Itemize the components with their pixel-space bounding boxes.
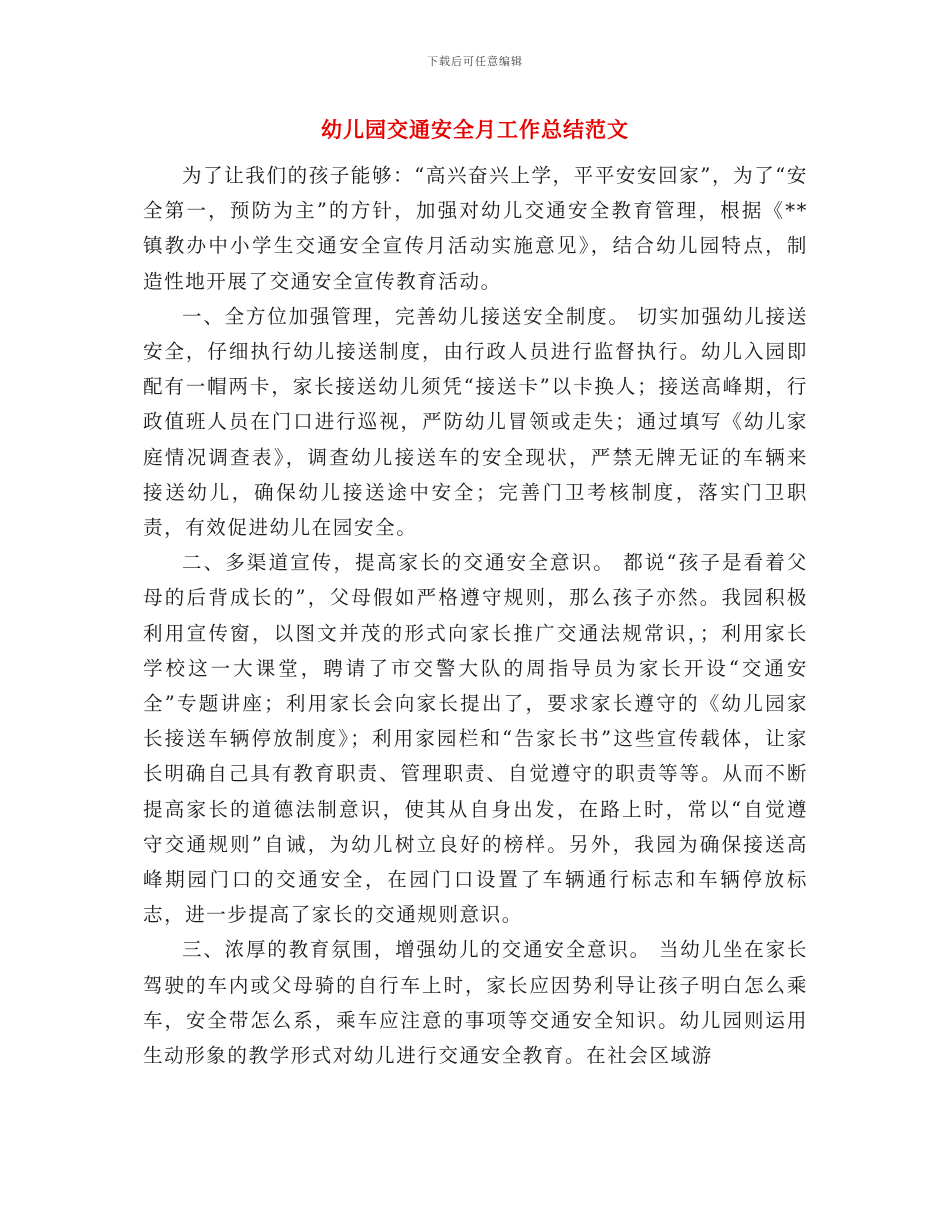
document-title: 幼儿园交通安全月工作总结范文 xyxy=(321,117,629,142)
paragraph-intro: 为了让我们的孩子能够：“高兴奋兴上学，平平安安回家”，为了“安全第一，预防为主”的方针，加强对幼儿交通安全教育管理，根据《**镇教办中小学生交通安全宣传月活动实施意见》，结合幼儿园特点，制造性地开展了交通安全宣传教育活动。 xyxy=(143,164,808,293)
paragraph-section-1: 一、全方位加强管理，完善幼儿接送安全制度。 切实加强幼儿接送安全，仔细执行幼儿接送制度，由行政人员进行监督执行。幼儿入园即配有一帽两卡，家长接送幼儿须凭“接送卡”以卡换人；接送高峰期，行政值班人员在门口进行巡视，严防幼儿冒领或走失；通过填写《幼儿家庭情况调查表》，调查幼儿接送车的安全现状，严禁无牌无证的车辆来接送幼儿，确保幼儿接送途中安全；完善门卫考核制度，落实门卫职责，有效促进幼儿在园安全。 xyxy=(143,304,808,540)
header-note: 下载后可任意编辑 xyxy=(427,55,523,68)
paragraph-section-2: 二、多渠道宣传，提高家长的交通安全意识。 都说“孩子是看着父母的后背成长的”，父母假如严格遵守规则，那么孩子亦然。我园积极利用宣传窗，以图文并茂的形式向家长推广交通法规常识，；利用家长学校这一大课堂，聘请了市交警大队的周指导员为家长开设“交通安全”专题讲座；利用家长会向家长提出了，要求家长遵守的《幼儿园家长接送车辆停放制度》；利用家园栏和“告家长书”这些宣传载体，让家长明确自己具有教育职责、管理职责、自觉遵守的职责等等。从而不断提高家长的道德法制意识，使其从自身出发，在路上时，常以“自觉遵守交通规则”自诫，为幼儿树立良好的榜样。另外，我园为确保接送高峰期园门口的交通安全，在园门口设置了车辆通行标志和车辆停放标志，进一步提高了家长的交通规则意识。 xyxy=(143,551,808,927)
document-body xyxy=(143,158,808,1073)
paragraph-section-3: 三、浓厚的教育氛围，增强幼儿的交通安全意识。 当幼儿坐在家长驾驶的车内或父母骑的自行车上时，家长应因势利导让孩子明白怎么乘车，安全带怎么系，乘车应注意的事项等交通安全知识。幼儿园则运用生动形象的教学形式对幼儿进行交通安全教育。在社会区域游 xyxy=(143,938,808,1068)
